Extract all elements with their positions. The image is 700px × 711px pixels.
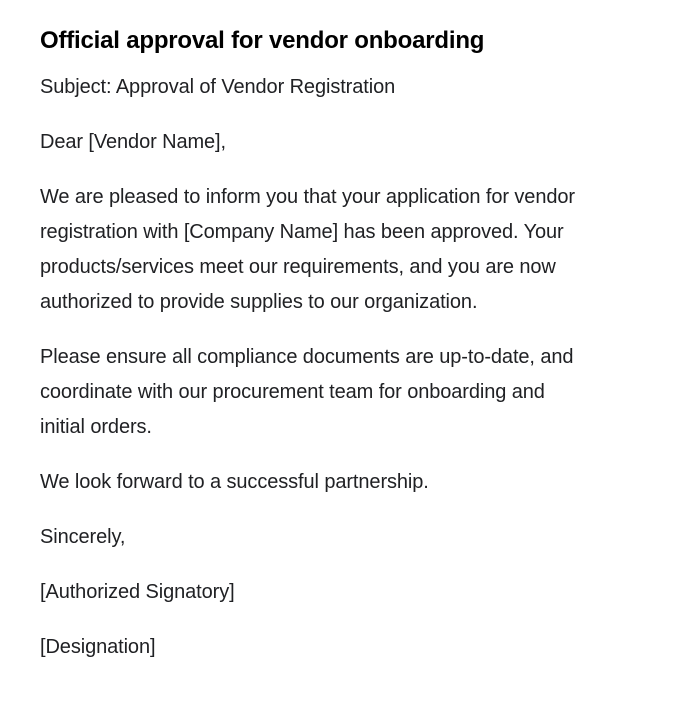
signoff: [40, 520, 660, 555]
text-line: We are pleased to inform you that your application for vendor: [40, 186, 575, 208]
text-line: Dear [Vendor Name],: [40, 131, 226, 153]
text-line: Sincerely,: [40, 526, 126, 548]
text-line: Please ensure all compliance documents are up-to-date, and: [40, 346, 574, 368]
text-line: coordinate with our procurement team for onboarding and: [40, 381, 545, 403]
signatory-placeholder: [40, 575, 660, 610]
salutation: [40, 125, 660, 160]
approval-paragraph: [40, 180, 660, 320]
subject-line: [40, 70, 660, 105]
text-line: [Authorized Signatory]: [40, 581, 235, 603]
text-line: [Designation]: [40, 636, 156, 658]
text-line: Subject: Approval of Vendor Registration: [40, 76, 396, 98]
text-line: authorized to provide supplies to our organization.: [40, 291, 478, 313]
text-line: registration with [Company Name] has been approved. Your: [40, 221, 564, 243]
compliance-paragraph: [40, 340, 660, 445]
page-title: Official approval for vendor onboarding: [40, 27, 485, 54]
closing-paragraph: [40, 465, 660, 500]
text-line: We look forward to a successful partnership.: [40, 471, 429, 493]
designation-placeholder: [40, 630, 660, 665]
text-line: products/services meet our requirements, and you are now: [40, 256, 556, 278]
text-line: initial orders.: [40, 416, 152, 438]
